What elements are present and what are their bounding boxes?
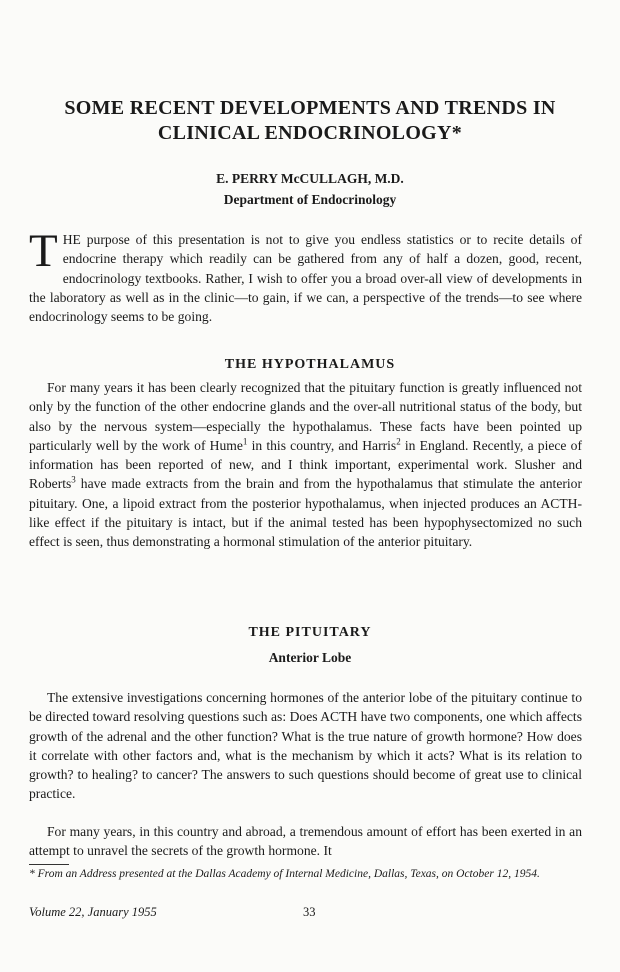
- anterior-lobe-paragraph-1: The extensive investigations concerning hormones of the anterior lobe of the pituitary continue to be directed toward resolving questions such as: Does ACTH have two components, one which affects growth of the adrenal and the other function? What is the true nature of growth hormone? How does it correlate with other factors and, what is the mechanism by which it acts? What is its relation to growth? to healing? to cancer? The answers to such questions should become of great use to clinical practice.: [29, 690, 582, 802]
- hypothalamus-text-3: in England. Recently, a piece of information has been reported of new, and I think important, experimental work. Slusher and Roberts: [29, 437, 582, 492]
- reference-3: 3: [71, 474, 76, 485]
- anterior-lobe-paragraph-2: For many years, in this country and abroad, a tremendous amount of effort has been exerted in an attempt to unravel the secrets of the growth hormone. It: [29, 824, 582, 859]
- intro-text: HE purpose of this presentation is not to give you endless statistics or to recite details of endocrine therapy which readily can be gathered from any of half a dozen, good, recent, endocrinology textbooks. Rather, I wish to offer you a broad over-all view of developments in the laboratory as well as in the clinic—to gain, if we can, a perspective of the trends—to see where endocrinology seems to be going.: [29, 232, 582, 325]
- hypothalamus-text-4: have made extracts from the brain and from the hypothalamus that stimulate the anterior pituitary. One, a lipoid extract from the posterior hypothalamus, when injected produces an ACTH-like effect if the pituitary is intact, but if the animal tested has been hypophysectomized no such effect is seen, thus demonstrating a hormonal stimulation of the anterior pituitary.: [29, 476, 582, 550]
- footnote-divider: [29, 864, 69, 865]
- drop-cap: T: [29, 225, 58, 277]
- author-name: E. PERRY McCULLAGH, M.D.: [216, 171, 404, 186]
- reference-2: 2: [396, 436, 401, 447]
- section-heading-pituitary: THE PITUITARY: [248, 625, 372, 640]
- hypothalamus-text-1: For many years it has been clearly recognized that the pituitary function is greatly influenced not only by the function of the other endocrine glands and the over-all nutritional status of the body, but also by the nervous system—especially the hypothalamus. These facts have been pointed up particularly well by the work of Hume: [29, 380, 582, 453]
- author-department: Department of Endocrinology: [223, 192, 397, 207]
- footnote: * From an Address presented at the Dallas Academy of Internal Medicine, Dallas, Texas, on October 12, 1954.: [29, 868, 540, 880]
- page-number: 33: [303, 905, 316, 919]
- article-title: SOME RECENT DEVELOPMENTS AND TRENDS IN CLINICAL ENDOCRINOLOGY*: [64, 97, 556, 144]
- subsection-heading-anterior-lobe: Anterior Lobe: [268, 650, 352, 665]
- hypothalamus-paragraph: [29, 378, 582, 552]
- reference-1: 1: [242, 436, 248, 447]
- hypothalamus-text-2: in this country, and Harris: [247, 437, 397, 453]
- intro-paragraph: [29, 225, 582, 326]
- volume-info: Volume 22, January 1955: [29, 905, 157, 919]
- section-heading-hypothalamus: THE HYPOTHALAMUS: [224, 357, 396, 372]
